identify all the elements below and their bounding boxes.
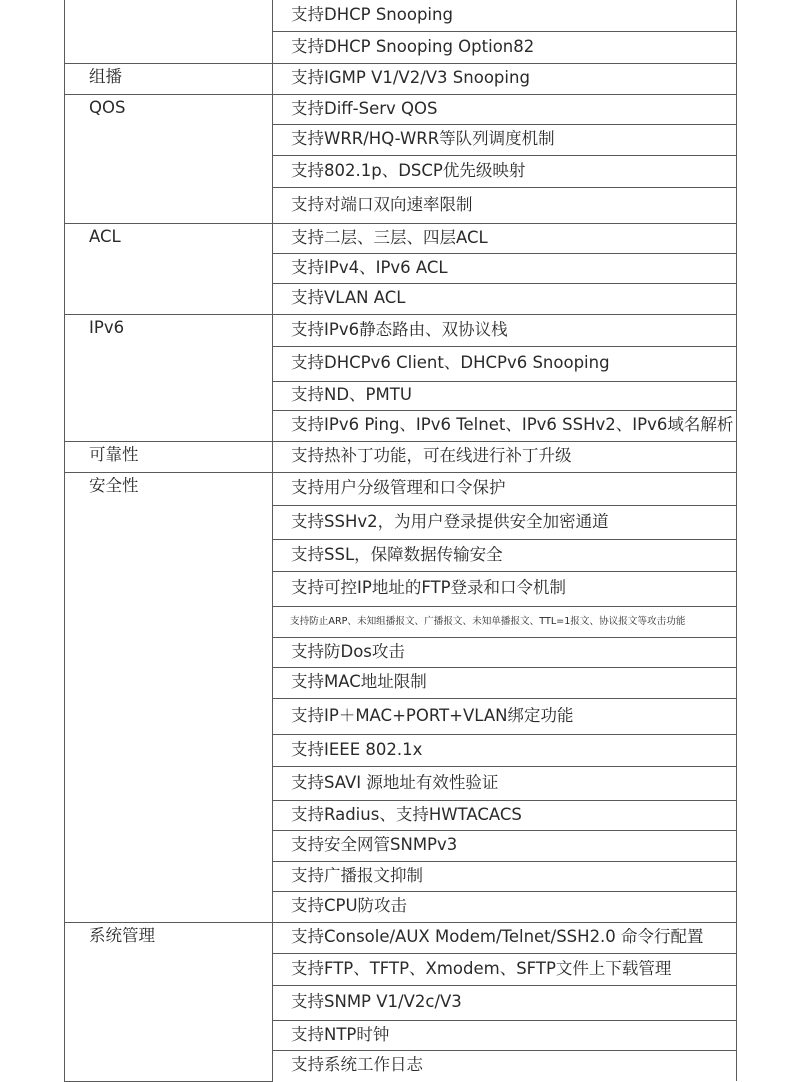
feature-cell: 支持SSHv2，为用户登录提供安全加密通道 [273,505,737,539]
category-cell-system-management: 系统管理 [65,922,273,1081]
feature-cell: 支持IPv6 Ping、IPv6 Telnet、IPv6 SSHv2、IPv6域名解析 [273,410,737,441]
feature-cell: 支持CPU防攻击 [273,891,737,922]
feature-cell: 支持对端口双向速率限制 [273,187,737,223]
table-row [65,441,737,472]
feature-cell: 支持安全网管SNMPv3 [273,830,737,861]
table-row [65,223,737,253]
category-cell-security: 安全性 [65,472,273,922]
spec-table-body [65,0,737,1081]
feature-cell: 支持DHCPv6 Client、DHCPv6 Snooping [273,346,737,381]
feature-cell: 支持ND、PMTU [273,381,737,410]
feature-cell: 支持防止ARP、未知组播报文、广播报文、未知单播报文、TTL=1报文、协议报文等攻击功能 [273,606,737,637]
feature-cell: 支持IPv4、IPv6 ACL [273,253,737,283]
feature-cell: 支持热补丁功能，可在线进行补丁升级 [273,441,737,472]
table-row [65,63,737,94]
category-cell-reliability: 可靠性 [65,441,273,472]
table-row [65,314,737,346]
feature-cell: 支持WRR/HQ-WRR等队列调度机制 [273,124,737,155]
feature-cell: 支持SSL，保障数据传输安全 [273,539,737,571]
feature-cell: 支持802.1p、DSCP优先级映射 [273,155,737,187]
feature-cell: 支持Radius、支持HWTACACS [273,800,737,830]
category-cell-ipv6: IPv6 [65,314,273,441]
category-cell-multicast: 组播 [65,63,273,94]
category-cell-acl: ACL [65,223,273,314]
feature-cell: 支持系统工作日志 [273,1050,737,1081]
feature-cell: 支持IGMP V1/V2/V3 Snooping [273,63,737,94]
feature-cell: 支持IPv6静态路由、双协议栈 [273,314,737,346]
feature-cell: 支持NTP时钟 [273,1020,737,1050]
feature-cell: 支持SAVI 源地址有效性验证 [273,766,737,800]
feature-cell: 支持VLAN ACL [273,283,737,314]
feature-cell: 支持Console/AUX Modem/Telnet/SSH2.0 命令行配置 [273,922,737,953]
table-row [65,472,737,505]
feature-cell: 支持IEEE 802.1x [273,734,737,766]
feature-cell: 支持可控IP地址的FTP登录和口令机制 [273,571,737,606]
feature-cell: 支持IP＋MAC+PORT+VLAN绑定功能 [273,698,737,734]
feature-cell: 支持用户分级管理和口令保护 [273,472,737,505]
category-cell-continued [65,0,273,63]
feature-cell: 支持DHCP Snooping [273,0,737,31]
feature-cell: 支持广播报文抑制 [273,861,737,891]
feature-cell: 支持MAC地址限制 [273,667,737,698]
feature-cell: 支持二层、三层、四层ACL [273,223,737,253]
feature-cell: 支持SNMP V1/V2c/V3 [273,985,737,1020]
table-row [65,0,737,31]
table-row [65,94,737,124]
feature-cell: 支持DHCP Snooping Option82 [273,31,737,63]
feature-cell: 支持防Dos攻击 [273,637,737,667]
feature-cell: 支持FTP、TFTP、Xmodem、SFTP文件上下载管理 [273,953,737,985]
spec-table [64,0,737,1082]
table-row [65,922,737,953]
category-cell-qos: QOS [65,94,273,223]
feature-cell: 支持Diff-Serv QOS [273,94,737,124]
